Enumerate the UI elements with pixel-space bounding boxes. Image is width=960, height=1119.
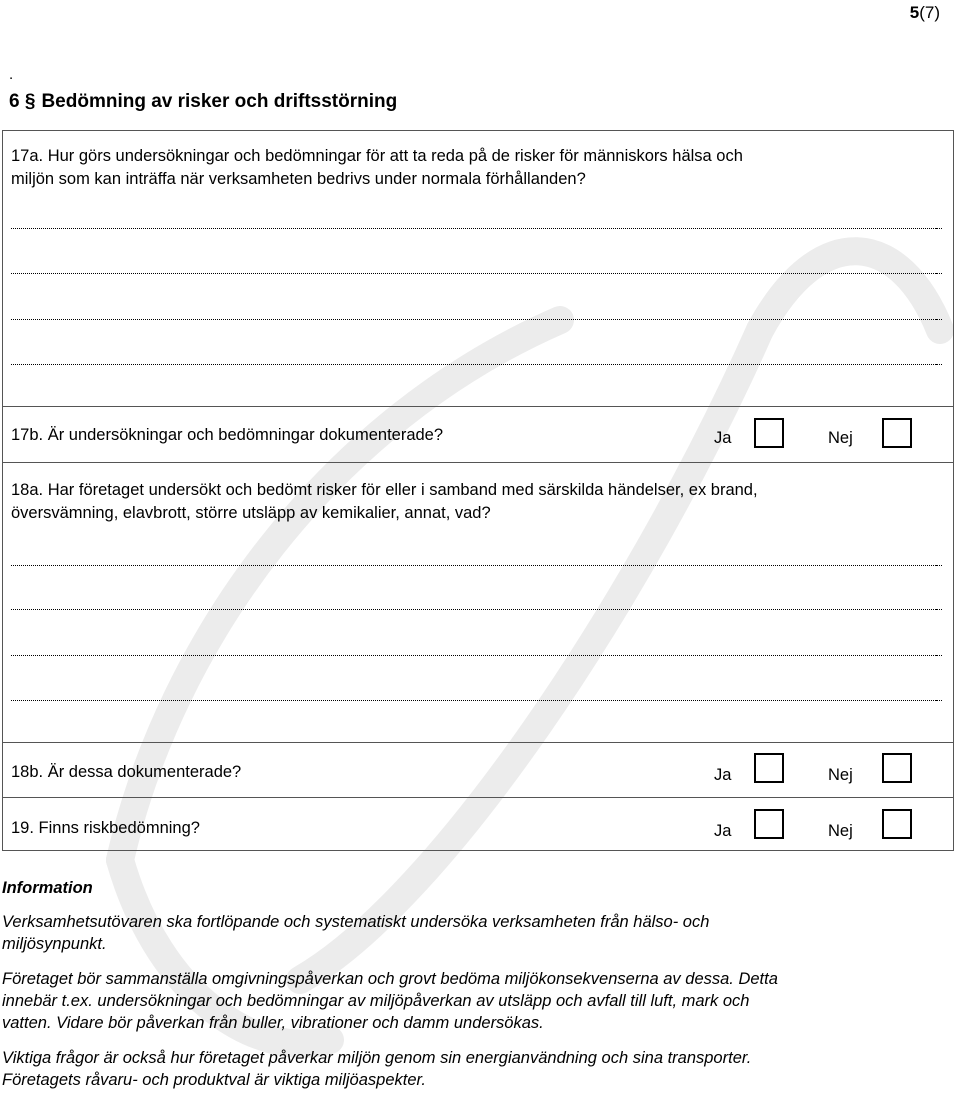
- no-checkbox-17b[interactable]: [882, 418, 912, 448]
- no-label: Nej: [828, 429, 853, 447]
- answer-line-17a[interactable]: [11, 364, 936, 365]
- info-line: innebär t.ex. undersökningar och bedömningar av miljöpåverkan av utsläpp och avfall till luft, mark och: [2, 992, 750, 1010]
- section-number: 6: [9, 91, 20, 112]
- no-checkbox-19[interactable]: [882, 809, 912, 839]
- divider: [2, 797, 954, 798]
- info-line: Företagets råvaru- och produktval är viktiga miljöaspekter.: [2, 1071, 426, 1089]
- question-18b: 18b. Är dessa dokumenterade?: [11, 763, 242, 781]
- page-number-total: (7): [919, 3, 940, 22]
- info-line: Viktiga frågor är också hur företaget påverkar miljön genom sin energianvändning och sina transporter.: [2, 1049, 752, 1067]
- page-number-current: 5: [909, 3, 920, 22]
- paragraph-icon: §: [24, 91, 36, 112]
- no-label: Nej: [828, 766, 853, 784]
- page-number: [910, 3, 940, 23]
- yes-checkbox-19[interactable]: [754, 809, 784, 839]
- yes-label: Ja: [714, 822, 732, 840]
- info-line: vatten. Vidare bör påverkan från buller, vibrationer och damm undersökas.: [2, 1014, 544, 1032]
- answer-line-17a[interactable]: [11, 228, 936, 229]
- question-17a-line: 17a. Hur görs undersökningar och bedömningar för att ta reda på de risker för människors hälsa och: [11, 147, 743, 165]
- answer-line-17a[interactable]: [11, 319, 936, 320]
- yes-label: Ja: [714, 766, 732, 784]
- question-18a: [11, 479, 916, 525]
- answer-line-18a[interactable]: [11, 655, 936, 656]
- yes-checkbox-17b[interactable]: [754, 418, 784, 448]
- section-title: [9, 91, 397, 113]
- no-label: Nej: [828, 822, 853, 840]
- answer-line-18a[interactable]: [11, 700, 936, 701]
- divider: [2, 462, 954, 463]
- info-heading: Information: [2, 879, 93, 897]
- question-17b: 17b. Är undersökningar och bedömningar dokumenterade?: [11, 426, 444, 444]
- info-paragraph-2: [2, 968, 932, 1034]
- info-line: Verksamhetsutövaren ska fortlöpande och systematiskt undersöka verksamheten från hälso- och: [2, 913, 710, 931]
- yes-label: Ja: [714, 429, 732, 447]
- yes-checkbox-18b[interactable]: [754, 753, 784, 783]
- question-18a-line: 18a. Har företaget undersökt och bedömt risker för eller i samband med särskilda händelser, ex brand,: [11, 481, 758, 499]
- info-paragraph-1: [2, 911, 932, 955]
- question-17a: [11, 145, 916, 191]
- info-line: miljösynpunkt.: [2, 935, 107, 953]
- answer-line-18a[interactable]: [11, 609, 936, 610]
- divider: [2, 742, 954, 743]
- answer-line-17a[interactable]: [11, 273, 936, 274]
- no-checkbox-18b[interactable]: [882, 753, 912, 783]
- stray-mark: .: [9, 66, 14, 83]
- info-paragraph-3: [2, 1047, 932, 1091]
- info-line: Företaget bör sammanställa omgivningspåverkan och grovt bedöma miljökonsekvenserna av dessa. Detta: [2, 970, 778, 988]
- question-19: 19. Finns riskbedömning?: [11, 819, 200, 837]
- question-18a-line: översvämning, elavbrott, större utsläpp av kemikalier, annat, vad?: [11, 504, 491, 522]
- divider: [2, 406, 954, 407]
- answer-line-18a[interactable]: [11, 565, 936, 566]
- section-title-text: Bedömning av risker och driftsstörning: [41, 91, 398, 112]
- question-17a-line: miljön som kan inträffa när verksamheten bedrivs under normala förhållanden?: [11, 170, 586, 188]
